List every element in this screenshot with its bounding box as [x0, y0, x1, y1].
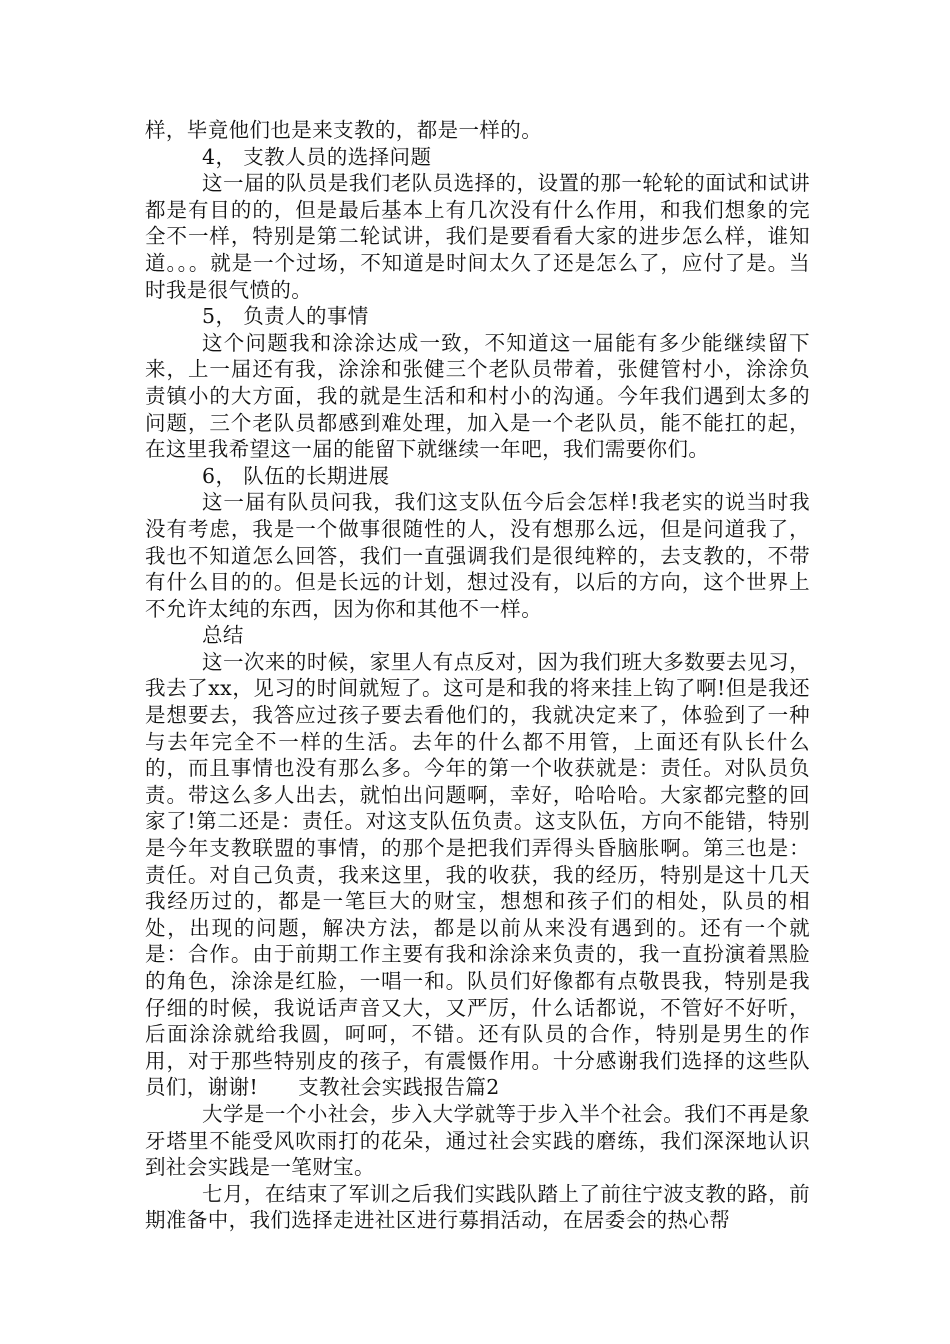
paragraph-july: 七月，在结束了军训之后我们实践队踏上了前往宁波支教的路，前期准备中，我们选择走进社区进行募捐活动，在居委会的热心帮 — [145, 1181, 810, 1233]
summary-text: 这一次来的时候，家里人有点反对，因为我们班大多数要去见习，我去了xx，见习的时间就短了。这可是和我的将来挂上钩了啊!但是我还是想要去，我答应过孩子要去看他们的，我就决定来了，体验到了一种与去年完全不一样的生活。去年的什么都不用管，上面还有队长什么的，而且事情也没有那么多。今年的第一个收获就是：责任。对队员负责。带这么多人出去，就怕出问题啊，幸好，哈哈哈。大家都完整的回家了!第二还是：责任。对这支队伍负责。这支队伍，方向不能错，特别是今年支教联盟的事情，的那个是把我们弄得头昏脑胀啊。第三也是：责任。对自己负责，我来这里，我的收获，我的经历，特别是这十几天我经历过的，都是一笔巨大的财宝，想想和孩子们的相处，队员的相处，出现的问题，解决方法，都是以前从来没有遇到的。还有一个就是：合作。由于前期工作主要有我和涂涂来负责的，我一直扮演着黑脸的角色，涂涂是红脸，一唱一和。队员们好像都有点敬畏我，特别是我仔细的时候，我说话声音又大，又严厉，什么话都说，不管好不好听，后面涂涂就给我圆，呵呵，不错。还有队员的合作，特别是男生的作用，对于那些特别皮的孩子，有震慑作用。十分感谢我们选择的这些队员们，谢谢! — [145, 649, 810, 1100]
document-page — [145, 117, 810, 1234]
heading-summary: 总结 — [202, 623, 244, 648]
heading-5-leader-matters: 5， 负责人的事情 — [202, 304, 369, 329]
paragraph-selection: 这一届的队员是我们老队员选择的，设置的那一轮轮的面试和试讲都是有目的的，但是最后基本上有几次没有什么作用，和我们想象的完全不一样，特别是第二轮试讲，我们是要看看大家的进步怎么样，谁知道。。。就是一个过场，不知道是时间太久了还是怎么了，应付了是。当时我是很气愤的。 — [145, 171, 810, 302]
paragraph-leader: 这个问题我和涂涂达成一致，不知道这一届能有多少能继续留下来，上一届还有我，涂涂和张健三个老队员带着，张健管村小，涂涂负责镇小的大方面，我的就是生活和和村小的沟通。今年我们遇到太多的问题，三个老队员都感到难处理，加入是一个老队员，能不能扛的起，在这里我希望这一届的能留下就继续一年吧，我们需要你们。 — [145, 330, 810, 462]
report-title-part2: 支教社会实践报告篇2 — [298, 1075, 500, 1100]
heading-6-team-development: 6， 队伍的长期进展 — [202, 463, 390, 488]
paragraph-development: 这一届有队员问我，我们这支队伍今后会怎样!我老实的说当时我没有考虑，我是一个做事很随性的人，没有想那么远，但是问道我了，我也不知道怎么回答，我们一直强调我们是很纯粹的，去支教的，不带有什么目的的。但是长远的计划，想过没有，以后的方向，这个世界上不允许太纯的东西，因为你和其他不一样。 — [145, 490, 810, 621]
paragraph-university: 大学是一个小社会，步入大学就等于步入半个社会。我们不再是象牙塔里不能受风吹雨打的花朵，通过社会实践的磨练，我们深深地认识到社会实践是一笔财宝。 — [145, 1101, 810, 1180]
heading-4-volunteer-selection: 4， 支教人员的选择问题 — [202, 144, 432, 169]
paragraph-continuation: 样，毕竟他们也是来支教的，都是一样的。 — [145, 118, 543, 142]
paragraph-summary — [145, 649, 810, 1101]
